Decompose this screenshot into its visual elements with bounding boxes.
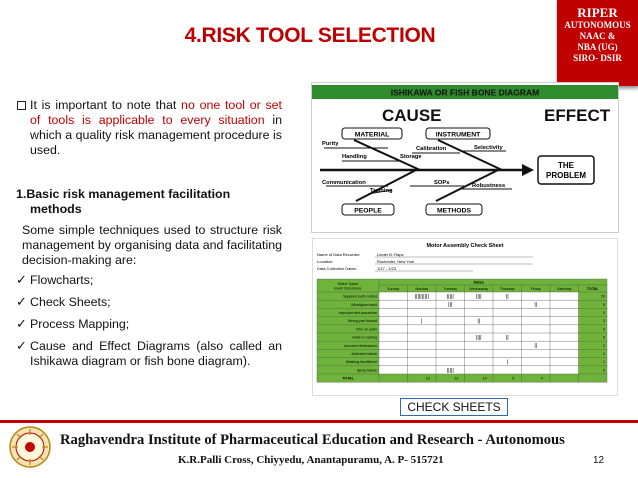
row-label: Adhesive failure (351, 352, 377, 356)
meta-value: 1/17 - 1/23 (377, 266, 397, 271)
list-item (16, 295, 282, 310)
cause-label: CAUSE (382, 106, 442, 125)
section-heading (16, 187, 282, 217)
fishbone-diagram (311, 82, 619, 233)
riper-badge (557, 0, 638, 86)
tally-mark: || (505, 294, 509, 300)
intro-text-b: in which a quality risk management procedure is used. (30, 113, 282, 157)
list-item-text: Flowcharts; (30, 273, 94, 287)
day-header: TOTAL (586, 287, 599, 291)
meta-label: Location: (317, 259, 334, 264)
badge-line: NAAC & (579, 31, 616, 41)
meta-value: Rochester, New York (377, 259, 415, 264)
row-label: Improper test procedure (338, 311, 377, 315)
problem-line-1: THE (558, 161, 574, 170)
row-total: 0 (603, 352, 605, 356)
day-header: Wednesday (469, 287, 489, 291)
row-total: 5 (603, 368, 605, 373)
badge-line: SIRO- DSIR (573, 53, 622, 63)
bullet-list (16, 273, 282, 369)
category-label: MATERIAL (354, 131, 390, 139)
checkbox-bullet-icon (17, 101, 26, 110)
branch-label: SOPs (434, 180, 450, 186)
tally-mark: || (534, 302, 538, 309)
branch-label: Purity (322, 141, 339, 147)
checkmark-icon: ✓ (16, 273, 27, 288)
tally-mark: || (477, 318, 481, 325)
institute-name: Raghavendra Institute of Pharmaceutical Education and Research - Autonomous (60, 432, 565, 448)
row-label: Misaligned weld (351, 302, 377, 307)
row-total: 1 (603, 360, 605, 365)
total-label: TOTAL (342, 376, 354, 381)
techniques-paragraph: Some simple techniques used to structure risk management by organising data and facilitating decision-making are: (22, 223, 282, 267)
list-item-text: Check Sheets; (30, 295, 111, 309)
intro-paragraph (16, 98, 282, 158)
tally-mark: ||||| (446, 294, 454, 300)
page-number: 12 (593, 455, 605, 466)
check-sheet-title: Motor Assembly Check Sheet (426, 243, 504, 249)
column-total: 10 (425, 376, 430, 381)
branch-label: Training (370, 188, 393, 194)
problem-line-2: PROBLEM (546, 171, 586, 180)
checkmark-icon: ✓ (16, 317, 27, 332)
institute-address: K.R.Palli Cross, Chiyyedu, Anantapuramu, A. P- 515721 (178, 454, 444, 466)
dates-header: Dates (473, 280, 484, 285)
row-total: 20 (601, 294, 605, 299)
day-header: Sunday (387, 287, 400, 291)
corner-label: Defect Types/ (337, 282, 359, 286)
column-total: 4 (540, 376, 543, 381)
row-total: 2 (603, 343, 605, 348)
day-header: Thursday (499, 287, 515, 291)
column-total: 13 (454, 376, 459, 381)
tally-mark: |||| (475, 335, 482, 341)
category-label: INSTRUMENT (435, 131, 481, 139)
list-item-text: Process Mapping; (30, 317, 130, 331)
list-item (16, 317, 282, 332)
heading-line-2: methods (30, 202, 82, 216)
day-header: Saturday (557, 287, 572, 291)
category-label: PEOPLE (354, 207, 382, 215)
list-item-text: Cause and Effect Diagrams (also called an Ishikawa diagram or fish bone diagram). (30, 339, 282, 368)
intro-text-highlight: no one tool or set of tools is applicable to every situation (30, 98, 282, 127)
branch-label: Robustness (472, 183, 506, 189)
branch-label: Communication (322, 180, 366, 186)
branch-label: Calibration (416, 146, 447, 152)
check-sheet-image (312, 238, 618, 396)
tally-mark: |||| (475, 294, 482, 300)
row-label: Voids in casting (352, 335, 377, 340)
row-label: Incorrect dimensions (343, 343, 377, 348)
row-label: Spray failure (356, 368, 377, 373)
tally-mark: | (506, 359, 508, 366)
total-row-band (379, 374, 579, 382)
tally-mark: || (505, 335, 509, 341)
branch-label: Handling (342, 154, 367, 160)
row-total: 0 (603, 311, 605, 315)
row-total: 6 (603, 335, 605, 340)
diagram-banner: ISHIKAWA OR FISH BONE DIAGRAM (390, 87, 540, 98)
day-header: Tuesday (443, 287, 458, 291)
row-label: Masking insufficient (345, 360, 377, 365)
branch-label: Selectivity (474, 145, 503, 151)
heading-line-1: 1.Basic risk management facilitation (16, 187, 231, 201)
badge-line: AUTONOMOUS (564, 20, 631, 30)
branch-label: Storage (400, 154, 422, 160)
badge-name: RIPER (577, 5, 618, 20)
row-total: 0 (603, 327, 605, 332)
tally-mark: |||||||||| (414, 294, 429, 300)
row-label: Supplied parts rusted (343, 294, 377, 299)
tally-mark: || (534, 343, 538, 350)
left-text-column (16, 98, 282, 376)
day-header: Monday (415, 287, 429, 291)
meta-label: Data Collection Dates: (317, 266, 357, 271)
check-sheets-caption: CHECK SHEETS (400, 398, 508, 416)
slide-title: 4.RISK TOOL SELECTION (184, 24, 436, 47)
meta-label: Name of Data Recorder: (317, 252, 361, 257)
column-total: 10 (482, 376, 487, 381)
effect-label: EFFECT (544, 106, 611, 125)
row-label: Film on parts (356, 327, 377, 332)
category-label: METHODS (437, 207, 471, 215)
tally-mark: ||| (448, 302, 453, 309)
intro-text-a: It is important to note that (30, 98, 182, 112)
corner-label: Event Occurrence (334, 286, 362, 291)
row-total: 5 (603, 302, 605, 307)
checkmark-icon: ✓ (16, 295, 27, 310)
meta-value: Linder B. Raps (377, 252, 404, 257)
tally-mark: | (421, 318, 423, 325)
tally-mark: ||||| (446, 367, 454, 374)
checkmark-icon: ✓ (16, 339, 27, 354)
list-item (16, 339, 282, 369)
column-total: 5 (512, 376, 515, 381)
list-item (16, 273, 282, 288)
badge-line: NBA (UG) (577, 42, 618, 52)
day-header: Friday (530, 287, 541, 291)
footer-divider (0, 420, 638, 423)
row-total: 3 (603, 319, 605, 324)
institute-logo-icon (8, 424, 52, 470)
row-label: Wrong part issued (347, 319, 377, 324)
